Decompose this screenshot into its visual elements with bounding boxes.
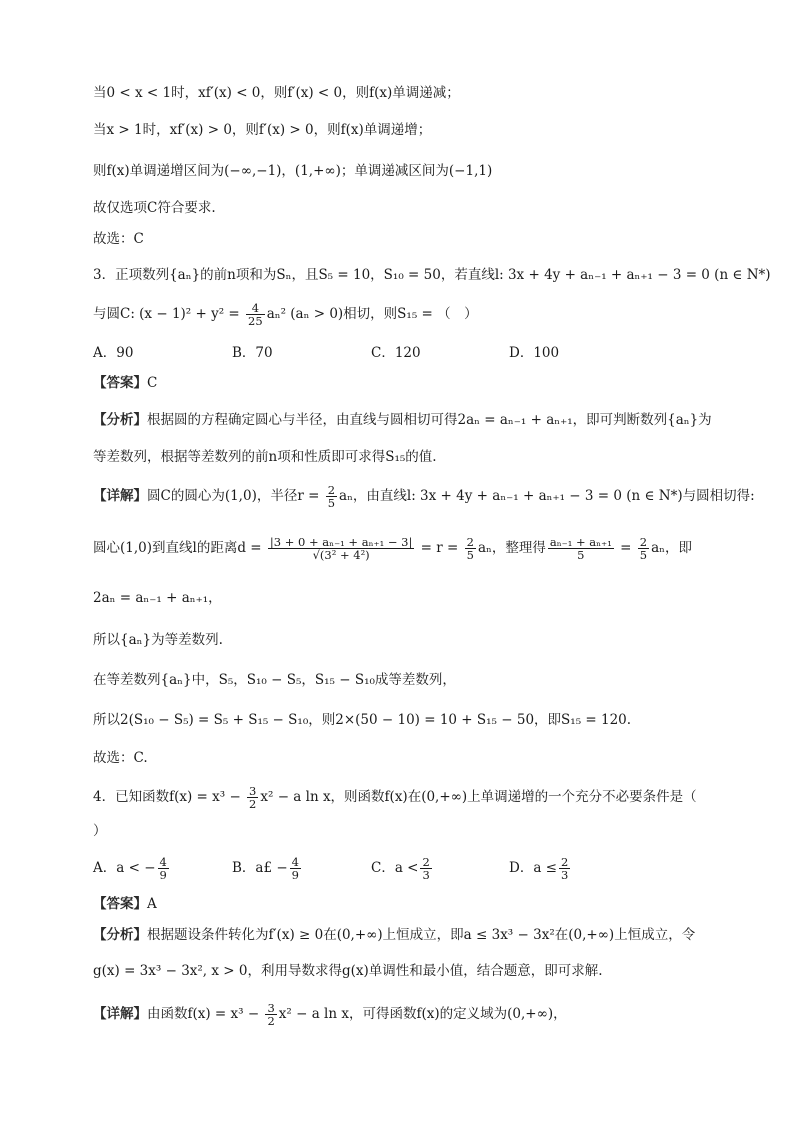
option-label: C．a <	[371, 860, 419, 876]
option-fraction	[158, 856, 169, 881]
q3-detail-line-4: 所以{aₙ}为等差数列.	[93, 632, 223, 648]
q4-option-d	[509, 856, 572, 881]
radius-fraction-3	[638, 536, 649, 561]
fraction-denominator: 2	[267, 1014, 275, 1028]
fraction-denominator: 25	[248, 314, 263, 328]
fraction-denominator: 9	[291, 868, 299, 882]
q4-stem-fraction	[247, 785, 258, 810]
fraction-denominator: 5	[466, 548, 474, 562]
q3-detail-line-7: 故选：C.	[93, 750, 148, 766]
fraction-numerator: 2	[466, 535, 474, 549]
distance-text-c: aₙ，整理得	[477, 540, 546, 556]
q3-stem-line-1: 3．正项数列{aₙ}的前n项和为Sₙ，且S₅ = 10，S₁₀ = 50，若直线l: 3x + 4y + aₙ₋₁ + aₙ₊₁ − 3 = 0 (n ∈ N*)	[93, 267, 771, 283]
q2-line-4: 故仅选项C符合要求.	[93, 200, 216, 216]
q4-stem-text-a: 4．已知函数f(x) = x³ −	[93, 789, 246, 805]
distance-text-e: aₙ，即	[651, 540, 692, 556]
option-fraction	[420, 856, 431, 881]
detail-text-b: x² − a ln x，可得函数f(x)的定义域为(0,+∞)，	[278, 1006, 567, 1022]
detail-tag: 【详解】	[93, 488, 147, 504]
fraction-numerator: 2	[560, 855, 569, 869]
fraction-denominator: 5	[639, 548, 648, 562]
fraction-denominator: √(3² + 4²)	[312, 548, 370, 562]
q3-option-c: C．120	[371, 345, 421, 361]
answer-value: A	[147, 896, 157, 912]
analysis-text: 根据圆的方程确定圆心与半径，由直线与圆相切可得2aₙ = aₙ₋₁ + aₙ₊₁，即可判断数列{aₙ}为	[147, 412, 712, 428]
q4-option-c	[371, 856, 434, 881]
fraction-denominator: 9	[159, 868, 167, 882]
fraction-denominator: 2	[249, 797, 257, 811]
answer-tag: 【答案】	[93, 896, 147, 912]
fraction-numerator: 3	[249, 784, 257, 798]
q4-analysis-line-2: g(x) = 3x³ − 3x², x > 0，利用导数求得g(x)单调性和最小值，结合题意，即可求解.	[93, 963, 603, 979]
distance-text-b: = r =	[416, 540, 463, 556]
distance-text-d: =	[615, 540, 636, 556]
fraction-numerator: 4	[291, 855, 299, 869]
q3-analysis-line-1	[93, 410, 712, 430]
option-label: A．a < −	[93, 860, 156, 876]
option-fraction	[290, 856, 301, 881]
fraction-denominator: 5	[327, 496, 336, 510]
fraction-numerator: 2	[639, 535, 648, 549]
fraction-numerator: 4	[246, 302, 265, 315]
q3-detail-line-5: 在等差数列{aₙ}中，S₅，S₁₀ − S₅，S₁₅ − S₁₀成等差数列，	[93, 672, 456, 688]
q4-analysis-line-1	[93, 925, 695, 945]
detail-text-a: 圆C的圆心为(1,0)，半径r =	[147, 488, 324, 504]
answer-value: C	[147, 375, 158, 391]
q3-detail-line-3: 2aₙ = aₙ₋₁ + aₙ₊₁，	[93, 590, 222, 606]
option-fraction	[559, 856, 570, 881]
q3-analysis-line-2: 等差数列，根据等差数列的前n项和性质即可求得S₁₅的值.	[93, 449, 437, 465]
analysis-tag: 【分析】	[93, 412, 147, 428]
q4-option-b	[232, 856, 303, 881]
q3-detail-line-1	[93, 484, 755, 509]
q3-option-d: D．100	[509, 345, 560, 361]
q2-line-2: 当x > 1时，xf′(x) > 0，则f′(x) > 0，则f(x)单调递增；	[93, 122, 432, 138]
q4-answer	[93, 894, 157, 914]
q4-stem-line-2: ）	[93, 823, 107, 839]
q4-stem-text-b: x² − a ln x，则函数f(x)在(0,+∞)上单调递增的一个充分不必要条件是（	[260, 789, 697, 805]
radius-fraction-2	[465, 536, 476, 561]
q3-option-a: A．90	[93, 345, 134, 361]
option-label: B．a£ −	[232, 860, 288, 876]
q3-detail-line-6: 所以2(S₁₀ − S₅) = S₅ + S₁₅ − S₁₀，则2×(50 − 10) = 10 + S₁₅ − 50，即S₁₅ = 120.	[93, 712, 632, 728]
q4-stem-line-1	[93, 785, 697, 810]
detail-text-b: aₙ，由直线l: 3x + 4y + aₙ₋₁ + aₙ₊₁ − 3 = 0 (n ∈ N*)与圆相切得:	[339, 488, 755, 504]
q2-line-5: 故选：C	[93, 231, 144, 247]
analysis-text: 根据题设条件转化为f′(x) ≥ 0在(0,+∞)上恒成立，即a ≤ 3x³ − 3x²在(0,+∞)上恒成立，令	[147, 927, 696, 943]
fraction-numerator: |3 + 0 + aₙ₋₁ + aₙ₊₁ − 3|	[269, 535, 413, 549]
q2-line-1: 当0 < x < 1时，xf′(x) < 0，则f′(x) < 0，则f(x)单调递减；	[93, 85, 460, 101]
q3-detail-line-2	[93, 536, 692, 561]
simplify-fraction	[548, 536, 614, 561]
answer-tag: 【答案】	[93, 375, 147, 391]
q4-detail-line-1	[93, 1002, 567, 1027]
option-label: D．a ≤	[509, 860, 557, 876]
fraction-numerator: aₙ₋₁ + aₙ₊₁	[549, 535, 612, 549]
analysis-tag: 【分析】	[93, 927, 147, 943]
q4-option-a	[93, 856, 171, 881]
q2-line-3: 则f(x)单调递增区间为(−∞,−1)，(1,+∞)；单调递减区间为(−1,1)	[93, 163, 493, 179]
q3-stem2-text-b: aₙ² (aₙ > 0)相切，则S₁₅ = （ ）	[266, 306, 478, 322]
detail-fraction	[265, 1002, 276, 1027]
distance-fraction	[268, 536, 415, 561]
fraction-numerator: 4	[159, 855, 167, 869]
detail-tag: 【详解】	[93, 1006, 147, 1022]
q3-stem-line-2	[93, 302, 478, 327]
fraction-denominator: 3	[422, 868, 430, 882]
fraction-numerator: 2	[422, 855, 430, 869]
fraction-numerator: 2	[327, 483, 336, 497]
fraction-numerator: 3	[267, 1001, 275, 1015]
fraction-denominator: 5	[577, 548, 585, 562]
fraction-denominator: 3	[560, 868, 569, 882]
q3-option-b: B．70	[232, 345, 273, 361]
radius-fraction	[326, 484, 337, 509]
detail-text-a: 由函数f(x) = x³ −	[147, 1006, 264, 1022]
distance-text-a: 圆心(1,0)到直线l的距离d =	[93, 540, 266, 556]
q3-answer	[93, 373, 157, 393]
q3-stem2-fraction	[246, 302, 265, 327]
q3-stem2-text-a: 与圆C: (x − 1)² + y² =	[93, 306, 245, 322]
